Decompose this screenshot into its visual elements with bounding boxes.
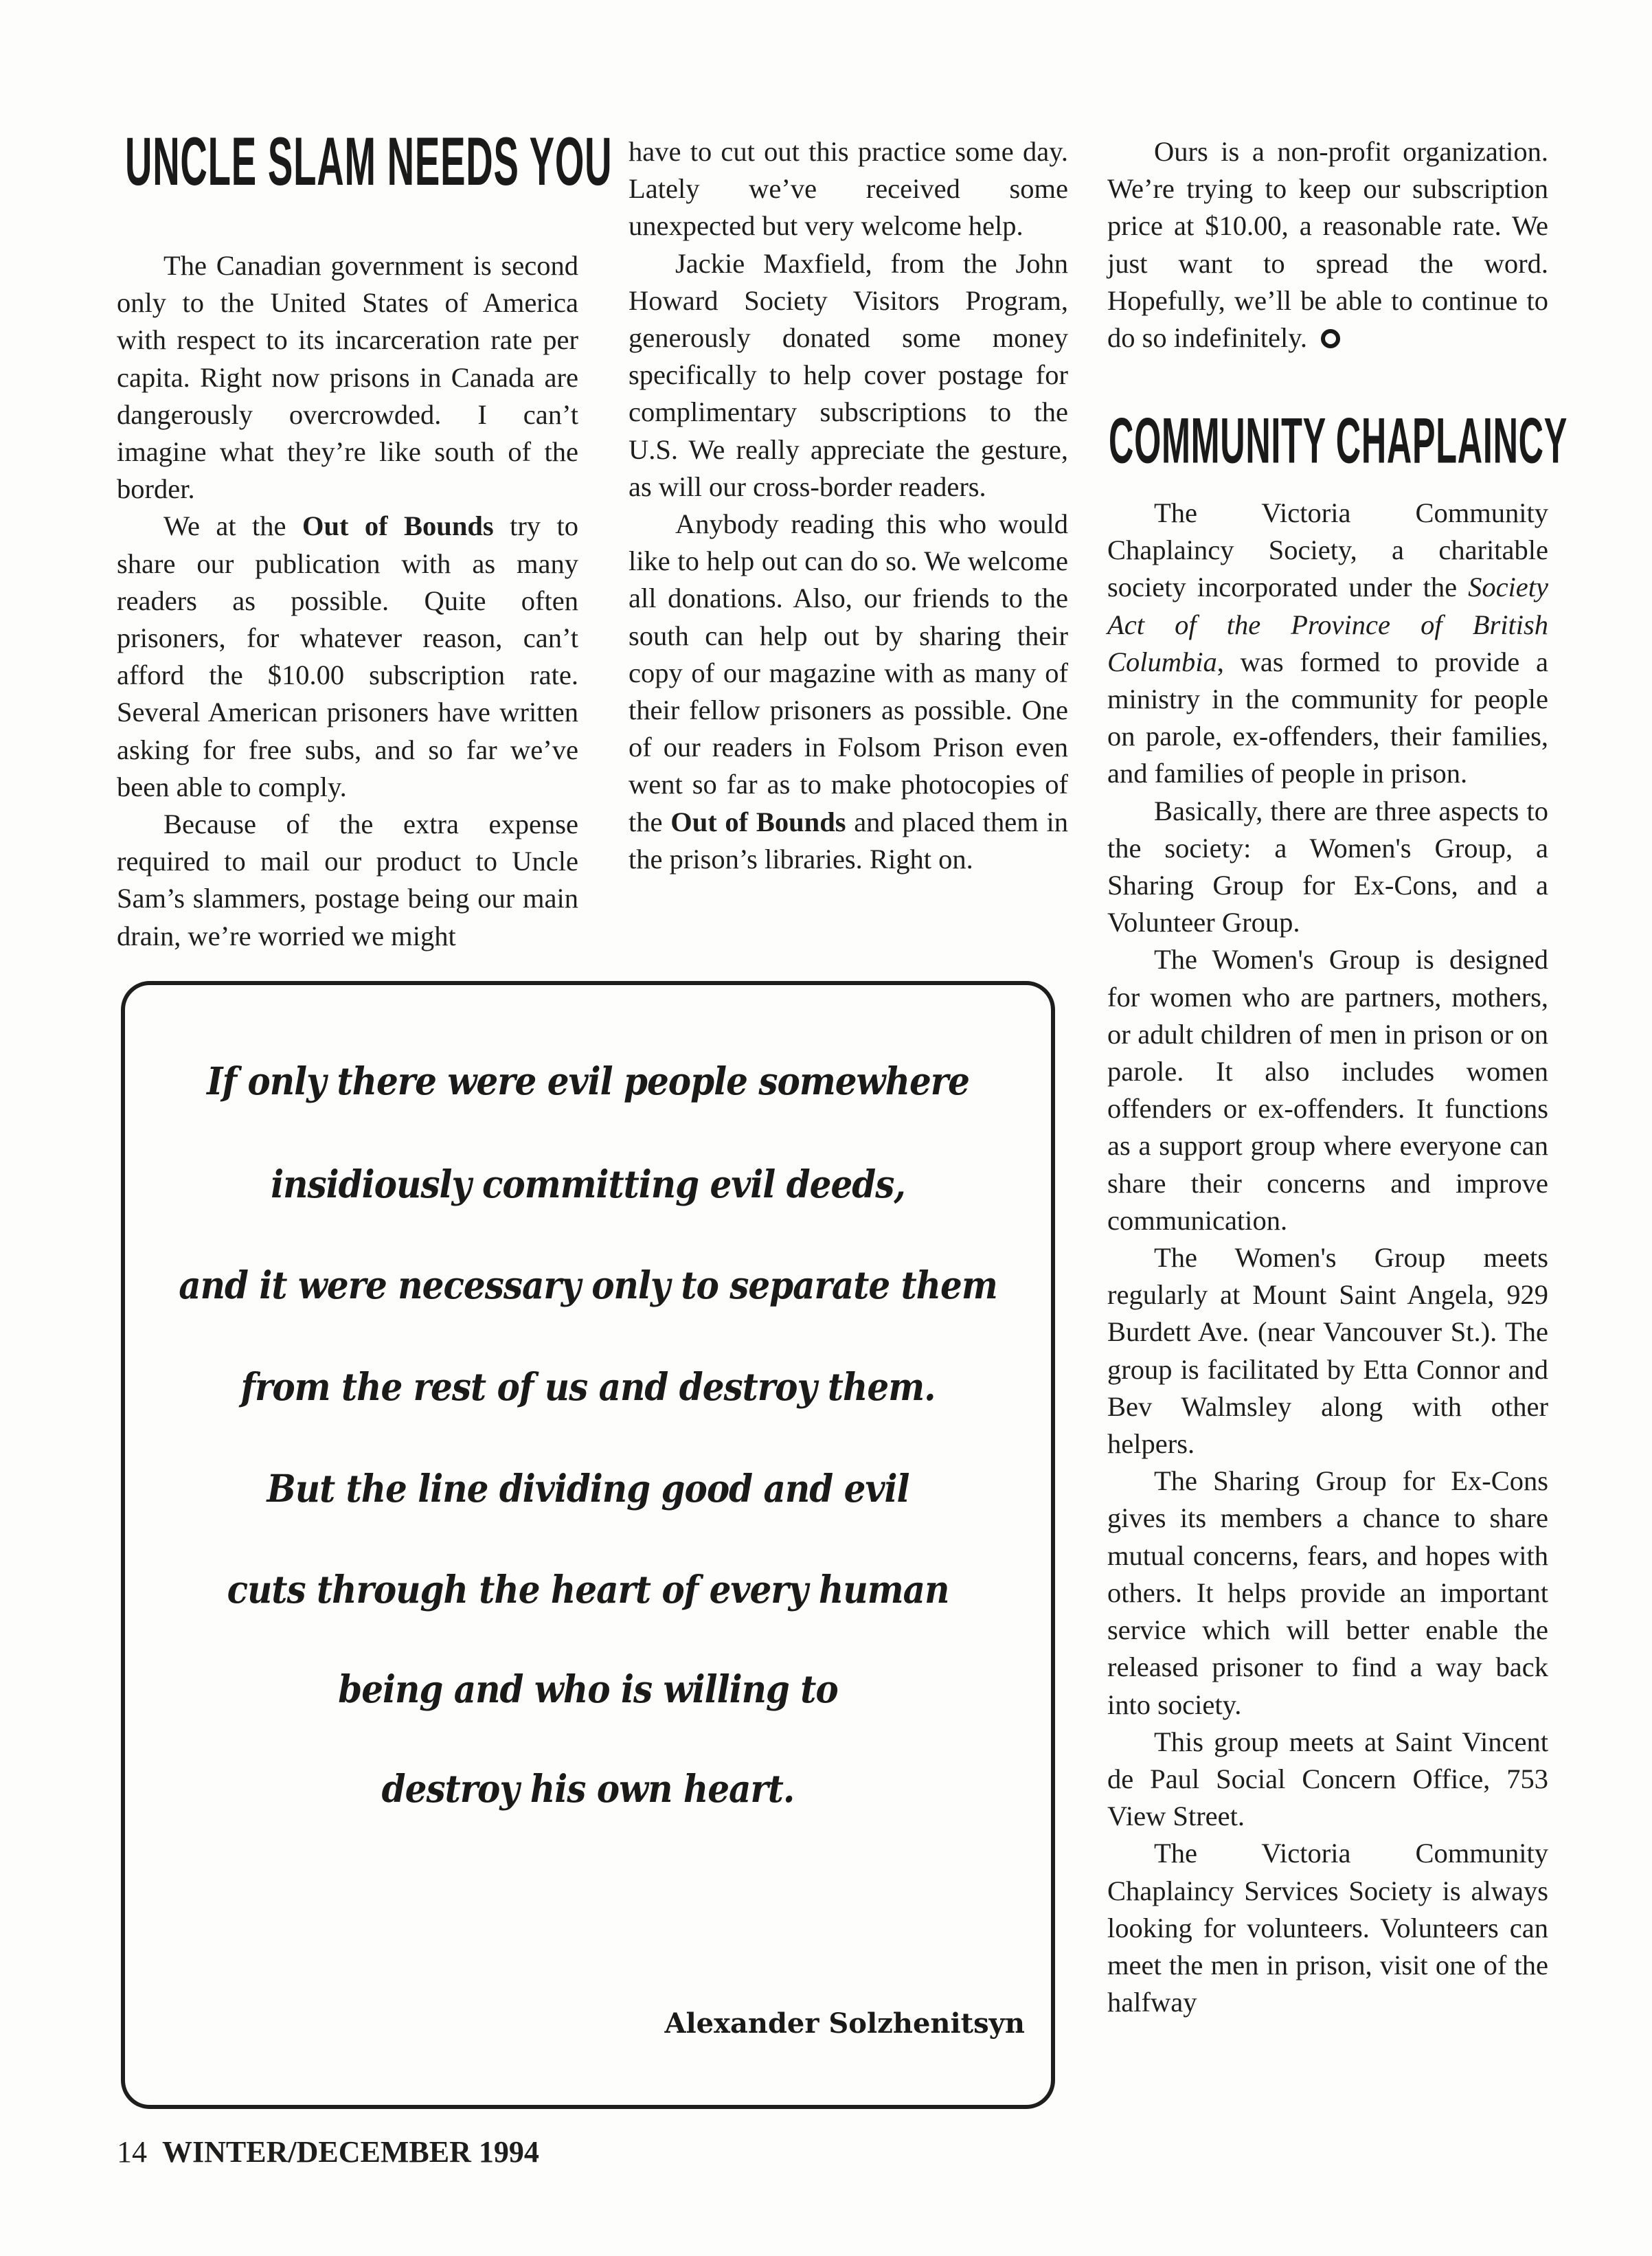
text-run: We at the	[163, 510, 302, 542]
text-run: , was formed to provide a ministry in the community for people on parole, ex-offenders, their families, and families of people in prison.	[1107, 646, 1548, 789]
text-run: try to share our publication with as many readers as possible. Quite often prisoners, for whatever reason, can’t afford the $10.00 subscription rate. Several American prisoners have written asking for free subs, and so far we’ve been able to comply.	[117, 510, 578, 802]
article-headline-uncle-slam: UNCLE SLAM NEEDS YOU	[125, 123, 613, 200]
text-run: The Victoria Community Chaplaincy Society, a charitable society incorporated under the	[1107, 497, 1548, 603]
paragraph	[1107, 133, 1548, 357]
paragraph	[1107, 495, 1548, 793]
page-number: 14	[117, 2135, 147, 2169]
quote-box	[121, 981, 1055, 2109]
quote-line: But the line dividing good and evil	[267, 1466, 909, 1511]
act-title: Society Act of the Province of British Columbia	[1107, 572, 1548, 677]
quote-line: being and who is willing to	[338, 1667, 838, 1711]
publication-name: Out of Bounds	[302, 510, 494, 542]
paragraph: Jackie Maxfield, from the John Howard Society Visitors Program, generously donated some money specifically to help cover postage for complimentary subscriptions to the U.S. We really appreciate the gesture, as will our cross-border readers.	[629, 247, 1068, 502]
quote-author: Alexander Solzhenitsyn	[664, 2007, 1025, 2040]
paragraph: Because of the extra expense required to mail our product to Uncle Sam’s slammers, postage being our main drain, we’re worried we might	[117, 809, 578, 951]
paragraph: The Women's Group is designed for women who are partners, mothers, or adult children of men in prison or on parole. It also includes women offenders or ex-offenders. It functions as a support group where everyone can share their concerns and improve communication.	[1107, 944, 1548, 1236]
paragraph: The Women's Group meets regularly at Mount Saint Angela, 929 Burdett Ave. (near Vancouver St.). The group is facilitated by Etta Connor and Bev Walmsley along with other helpers.	[1107, 1242, 1548, 1460]
issue-date: WINTER/DECEMBER 1994	[162, 2135, 539, 2169]
paragraph	[117, 508, 578, 806]
article-headline-community-chaplaincy: COMMUNITY CHAPLAINCY	[1109, 405, 1568, 477]
paragraph-continued: have to cut out this practice some day. Lately we’ve received some unexpected but very welcome help.	[629, 136, 1068, 242]
paragraph: The Victoria Community Chaplaincy Services Society is always looking for volunteers. Volunteers can meet the men in prison, visit one of the halfway	[1107, 1838, 1548, 2018]
paragraph: Basically, there are three aspects to the society: a Women's Group, a Sharing Group for Ex-Cons, and a Volunteer Group.	[1107, 795, 1548, 938]
column-3	[1107, 133, 1548, 357]
paragraph	[629, 506, 1068, 878]
article1-column-2	[629, 133, 1068, 878]
quote-line: from the rest of us and destroy them.	[240, 1364, 936, 1409]
quote-line: If only there were evil people somewhere	[207, 1059, 969, 1103]
end-of-article-circle-icon	[1321, 329, 1340, 348]
paragraph: This group meets at Saint Vincent de Paul Social Concern Office, 753 View Street.	[1107, 1726, 1548, 1832]
quote-line: and it were necessary only to separate them	[179, 1263, 997, 1307]
quote-line: insidiously committing evil deeds,	[271, 1162, 905, 1206]
quote-line: cuts through the heart of every human	[227, 1567, 949, 1612]
page-footer	[117, 2133, 539, 2172]
text-run: and placed them in the prison’s libraries. Right on.	[629, 806, 1068, 875]
text-run: Anybody reading this who would like to help out can do so. We welcome all donations. Also, our friends to the south can help out by sharing their copy of our magazine with as many of their fellow prisoners as possible. One of our readers in Folsom Prison even went so far as to make photocopies of the	[629, 508, 1068, 837]
paragraph: The Canadian government is second only to the United States of America with respect to its incarceration rate per capita. Right now prisons in Canada are dangerously overcrowded. I can’t imagine what they’re like south of the border.	[117, 250, 578, 505]
article2-body	[1107, 495, 1548, 2021]
paragraph: The Sharing Group for Ex-Cons gives its members a chance to share mutual concerns, fears, and hopes with others. It helps provide an important service which will better enable the released prisoner to find a way back into society.	[1107, 1465, 1548, 1720]
quote-line: destroy his own heart.	[381, 1766, 795, 1811]
article1-column-1	[117, 247, 578, 955]
publication-name: Out of Bounds	[670, 806, 846, 837]
text-run: Ours is a non-profit organization. We’re trying to keep our subscription price at $10.00, a reasonable rate. We just want to spread the word. Hopefully, we’ll be able to continue to do so indefinitely.	[1107, 136, 1548, 354]
